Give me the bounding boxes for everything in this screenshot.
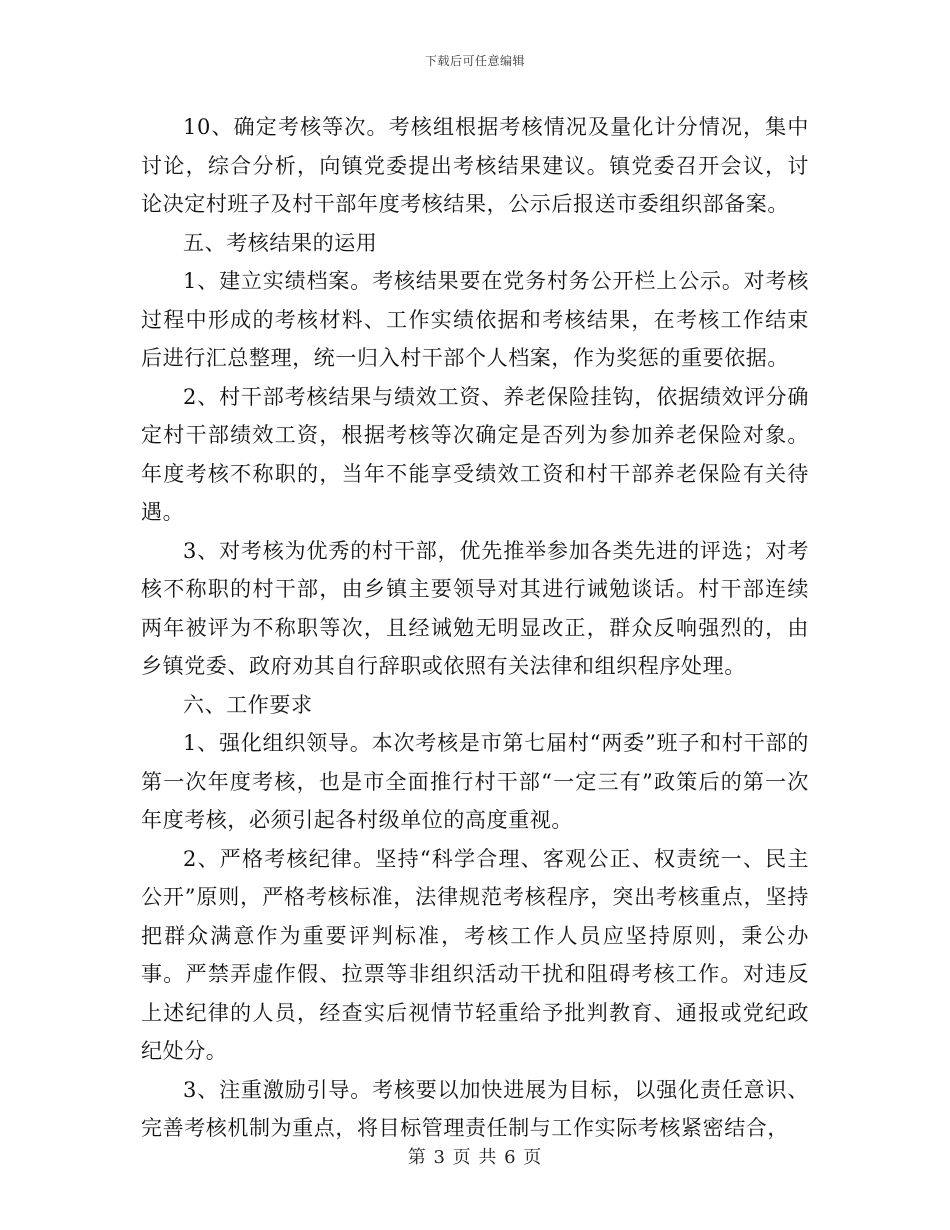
paragraph-organizational-leadership: 1、强化组织领导。本次考核是市第七届村“两委”班子和村干部的第一次年度考核，也是市全面推行村干部“一定三有”政策后的第一次年度考核，必须引起各村级单位的高度重视。 bbox=[141, 731, 809, 832]
document-body bbox=[141, 108, 809, 1148]
paragraph-performance-archive: 1、建立实绩档案。考核结果要在党务村务公开栏上公示。对考核过程中形成的考核材料、工作实绩依据和考核结果，在考核工作结束后进行汇总整理，统一归入村干部个人档案，作为奖惩的重要依据。 bbox=[141, 269, 809, 370]
paragraph-rewards-penalties: 3、对考核为优秀的村干部，优先推举参加各类先进的评选；对考核不称职的村干部，由乡镇主要领导对其进行诫勉谈话。村干部连续两年被评为不称职等次，且经诫勉无明显改正，群众反响强烈的，由乡镇党委、政府劝其自行辞职或依照有关法律和组织程序处理。 bbox=[141, 538, 809, 678]
section-heading-work-requirements: 六、工作要求 bbox=[183, 692, 313, 717]
paragraph-assessment-discipline: 2、严格考核纪律。坚持“科学合理、客观公正、权责统一、民主公开”原则，严格考核标准，法律规范考核程序，突出考核重点，坚持把群众满意作为重要评判标准，考核工作人员应坚持原则，秉公办事。严禁弄虚作假、拉票等非组织活动干扰和阻碍考核工作。对违反上述纪律的人员，经查实后视情节轻重给予批判教育、通报或党纪政纪处分。 bbox=[141, 846, 809, 1063]
section-heading-results-usage: 五、考核结果的运用 bbox=[183, 230, 378, 255]
paragraph-salary-pension-link: 2、村干部考核结果与绩效工资、养老保险挂钩，依据绩效评分确定村干部绩效工资，根据考核等次确定是否列为参加养老保险对象。年度考核不称职的，当年不能享受绩效工资和村干部养老保险有关待遇。 bbox=[141, 384, 809, 524]
page-header: 下载后可任意编辑 bbox=[424, 54, 525, 68]
paragraph-confirm-grade: 10、确定考核等次。考核组根据考核情况及量化计分情况，集中讨论，综合分析，向镇党委提出考核结果建议。镇党委召开会议，讨论决定村班子及村干部年度考核结果，公示后报送市委组织部备案。 bbox=[141, 115, 809, 216]
page-number: 第 3 页 共 6 页 bbox=[407, 1147, 543, 1168]
paragraph-incentive-guidance: 3、注重激励引导。考核要以加快进展为目标，以强化责任意识、完善考核机制为重点，将目标管理责任制与工作实际考核紧密结合， bbox=[141, 1077, 809, 1140]
